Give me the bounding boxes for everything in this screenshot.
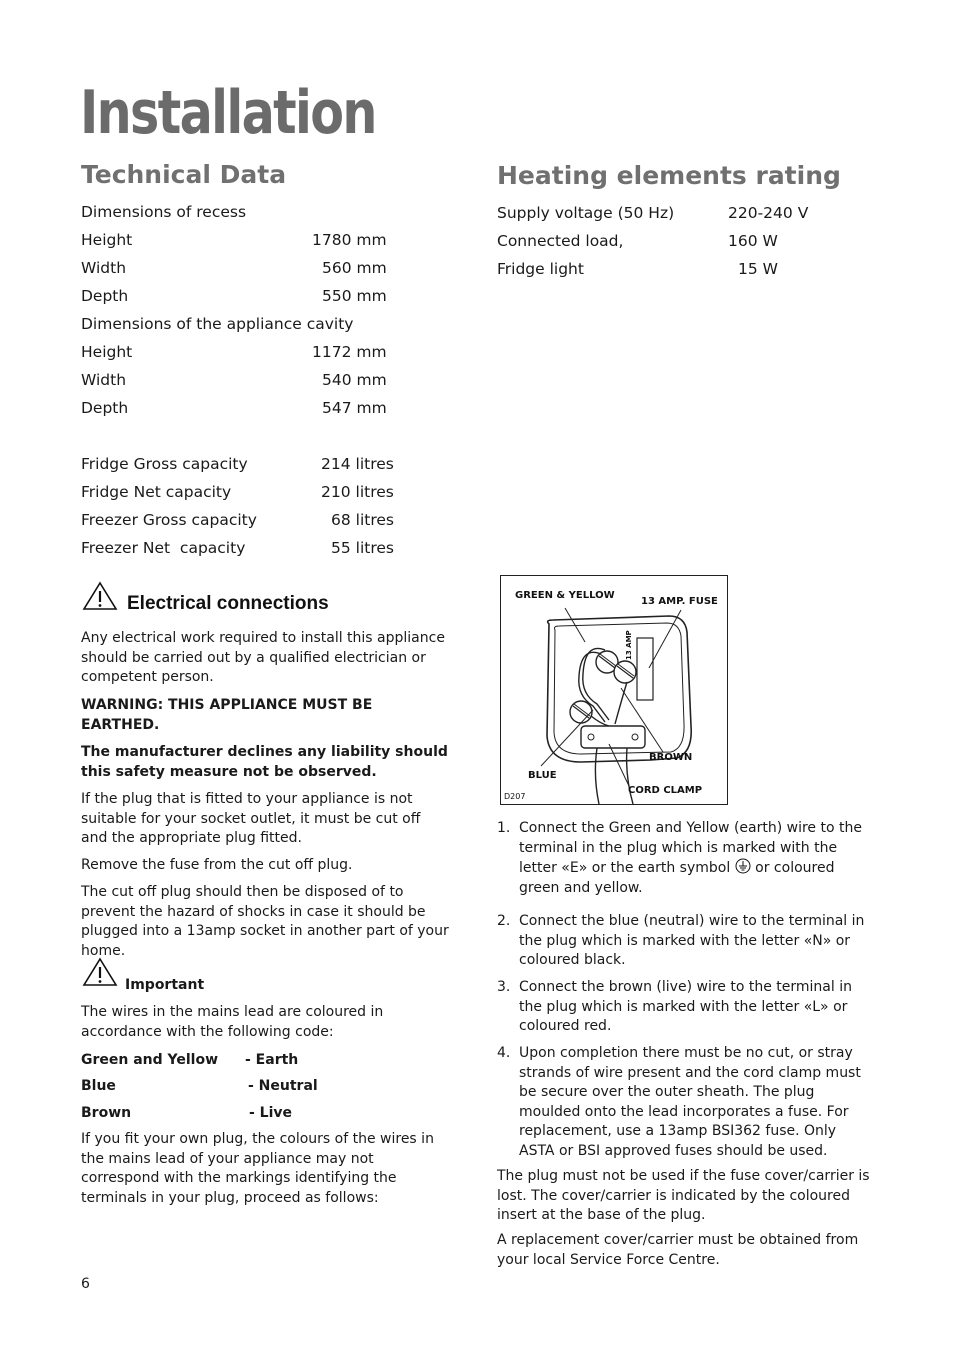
electrical-p4: The cut off plug should then be disposed of to prevent the hazard of shocks in case it should be plugged into a 13amp socket in another part of your home. [81, 884, 449, 959]
step-number: 1. [497, 820, 511, 836]
freezer-net-label: Freezer Net capacity [81, 539, 246, 557]
recess-label: Dimensions of recess [81, 203, 247, 221]
step-text: Connect the blue (neutral) wire to the terminal in the plug which is marked with the letter «N» or coloured black. [519, 913, 865, 968]
cavity-width-label: Width [81, 371, 127, 389]
list-item [497, 819, 875, 909]
important-heading: Important [125, 977, 205, 993]
earth-symbol-icon [735, 858, 751, 874]
recess-width-value: 560 mm [322, 259, 387, 277]
freezer-gross-label: Freezer Gross capacity [81, 511, 257, 529]
step-number: 3. [497, 979, 511, 995]
cavity-height-label: Height [81, 343, 133, 361]
code-blue: Blue [81, 1078, 116, 1094]
figure-code: D207 [504, 792, 526, 801]
code-live: - Live [249, 1105, 293, 1121]
connected-load-label: Connected load, [497, 232, 624, 250]
list-item [497, 978, 875, 1038]
important-p1: The wires in the mains lead are coloured in accordance with the following code: [81, 1004, 384, 1040]
fridge-gross-value: 214 litres [321, 455, 394, 473]
connected-load-value: 160 W [728, 232, 778, 250]
recess-depth-label: Depth [81, 287, 129, 305]
technical-data-heading: Technical Data [81, 160, 287, 189]
fridge-gross-label: Fridge Gross capacity [81, 455, 248, 473]
step-text: Upon completion there must be no cut, or stray strands of wire present and the cord clamp must be secure over the outer sheath. The plug moulded onto the lead incorporates a fuse. For replacement, use a 13amp BSI362 fuse. Only ASTA or BSI approved fuses should be used. [519, 1045, 861, 1159]
code-earth: - Earth [245, 1052, 299, 1068]
page-number: 6 [81, 1276, 90, 1292]
page-title: Installation [80, 78, 376, 148]
step-text [519, 819, 875, 898]
cavity-depth-label: Depth [81, 399, 129, 417]
cavity-width-value: 540 mm [322, 371, 387, 389]
warning-icon [82, 581, 118, 611]
step-text: Connect the brown (live) wire to the terminal in the plug which is marked with the letter «L» or coloured red. [519, 979, 852, 1034]
code-green-yellow: Green and Yellow [81, 1052, 219, 1068]
supply-voltage-label: Supply voltage (50 Hz) [497, 204, 675, 222]
fridge-net-label: Fridge Net capacity [81, 483, 232, 501]
fuse-body-label: 13 AMP [625, 630, 633, 660]
electrical-heading: Electrical connections [127, 593, 329, 614]
important-p2: If you fit your own plug, the colours of the wires in the mains lead of your appliance may not correspond with the markings identifying the terminals in your plug, proceed as follows: [81, 1131, 434, 1206]
liability-text: The manufacturer declines any liability should this safety measure not be observed. [81, 744, 448, 780]
label-blue: BLUE [528, 770, 557, 781]
step-text-post: or coloured green and yellow. [519, 860, 835, 896]
code-neutral: - Neutral [248, 1078, 318, 1094]
fridge-light-label: Fridge light [497, 260, 584, 278]
recess-height-value: 1780 mm [312, 231, 387, 249]
notes-p2: A replacement cover/carrier must be obtained from your local Service Force Centre. [497, 1232, 859, 1268]
code-brown: Brown [81, 1105, 132, 1121]
heating-heading: Heating elements rating [497, 161, 841, 190]
step-number: 4. [497, 1045, 511, 1061]
recess-depth-value: 550 mm [322, 287, 387, 305]
recess-height-label: Height [81, 231, 133, 249]
supply-voltage-value: 220-240 V [728, 204, 809, 222]
electrical-p1: Any electrical work required to install this appliance should be carried out by a qualified electrician or competent person. [81, 630, 445, 685]
freezer-net-value: 55 litres [331, 539, 394, 557]
list-item [497, 1044, 875, 1164]
step-text-pre: Connect the Green and Yellow (earth) wire to the terminal in the plug which is marked with the letter «E» or the earth symbol [519, 820, 862, 876]
fridge-net-value: 210 litres [321, 483, 394, 501]
label-brown: BROWN [649, 752, 693, 763]
list-item [497, 912, 875, 972]
warning-icon [82, 957, 118, 987]
step-number: 2. [497, 913, 511, 929]
cavity-height-value: 1172 mm [312, 343, 387, 361]
plug-wiring-diagram [500, 575, 728, 805]
electrical-p3: Remove the fuse from the cut off plug. [81, 857, 353, 873]
cavity-depth-value: 547 mm [322, 399, 387, 417]
label-green-yellow: GREEN & YELLOW [515, 590, 615, 601]
fridge-light-value: 15 W [738, 260, 778, 278]
label-fuse: 13 AMP. FUSE [641, 596, 718, 607]
earth-warning: WARNING: THIS APPLIANCE MUST BE EARTHED. [81, 697, 373, 733]
label-cord-clamp: CORD CLAMP [628, 785, 703, 796]
electrical-p2: If the plug that is fitted to your appliance is not suitable for your socket outlet, it must be cut off and the appropriate plug fitted. [81, 791, 421, 846]
recess-width-label: Width [81, 259, 127, 277]
cavity-label: Dimensions of the appliance cavity [81, 315, 354, 333]
notes-p1: The plug must not be used if the fuse cover/carrier is lost. The cover/carrier is indicated by the coloured insert at the base of the plug. [497, 1168, 870, 1223]
freezer-gross-value: 68 litres [331, 511, 394, 529]
